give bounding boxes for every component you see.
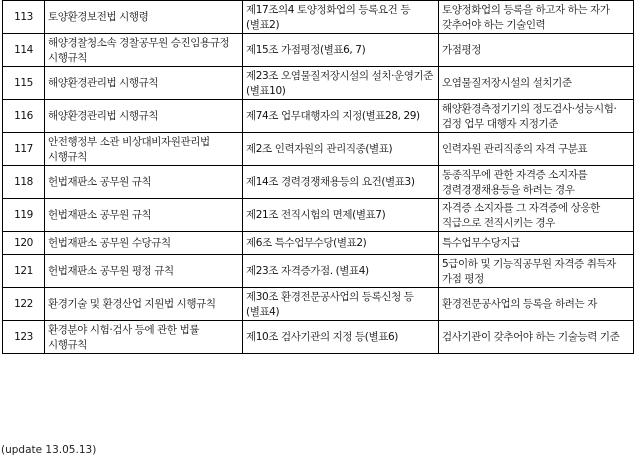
update-note: (update 13.05.13) (1, 444, 97, 456)
law-name: 환경분야 시험·검사 등에 관한 법률 시행규칙 (45, 321, 243, 354)
row-number: 118 (3, 166, 45, 199)
article-ref: 제74조 업무대행자의 지정(별표28, 29) (243, 100, 439, 133)
article-ref: 제23조 자격증가점. (별표4) (243, 255, 439, 288)
article-ref: 제21조 전직시험의 면제(별표7) (243, 199, 439, 232)
law-name: 안전행정부 소관 비상대비자원관리법 시행규칙 (45, 133, 243, 166)
law-name: 해양경찰청소속 경찰공무원 승진임용규정 시행규칙 (45, 34, 243, 67)
content-desc: 오염물질저장시설의 설치기준 (439, 67, 634, 100)
table-row (3, 321, 634, 354)
row-number: 116 (3, 100, 45, 133)
table-row (3, 255, 634, 288)
content-desc: 인력자원 관리직종의 자격 구분표 (439, 133, 634, 166)
content-desc: 5급이하 및 기능직공무원 자격증 취득자 가점 평정 (439, 255, 634, 288)
article-ref: 제10조 검사기관의 지정 등(별표6) (243, 321, 439, 354)
row-number: 123 (3, 321, 45, 354)
article-ref: 제15조 가점평정(별표6, 7) (243, 34, 439, 67)
table-row (3, 288, 634, 321)
content-desc: 특수업무수당지급 (439, 232, 634, 255)
row-number: 121 (3, 255, 45, 288)
content-desc: 가점평정 (439, 34, 634, 67)
content-desc: 해양환경측정기기의 정도검사·성능시험·검정 업무 대행자 지정기준 (439, 100, 634, 133)
law-table (2, 0, 634, 354)
article-ref: 제23조 오염물질저장시설의 설치·운영기준(별표10) (243, 67, 439, 100)
article-ref: 제14조 경력경쟁채용등의 요건(별표3) (243, 166, 439, 199)
content-desc: 자격증 소지자를 그 자격증에 상응한 직급으로 전직시키는 경우 (439, 199, 634, 232)
law-name: 해양환경관리법 시행규칙 (45, 100, 243, 133)
content-desc: 토양정화업의 등록을 하고자 하는 자가 갖추어야 하는 기술인력 (439, 1, 634, 34)
content-desc: 환경전문공사업의 등록을 하려는 자 (439, 288, 634, 321)
law-name: 헌법재판소 공무원 규칙 (45, 166, 243, 199)
article-ref: 제17조의4 토양정화업의 등록요건 등(별표2) (243, 1, 439, 34)
law-name: 해양환경관리법 시행규칙 (45, 67, 243, 100)
table-row (3, 232, 634, 255)
table-row (3, 1, 634, 34)
row-number: 113 (3, 1, 45, 34)
row-number: 120 (3, 232, 45, 255)
article-ref: 제30조 환경전문공사업의 등록신청 등(별표4) (243, 288, 439, 321)
row-number: 117 (3, 133, 45, 166)
row-number: 119 (3, 199, 45, 232)
law-name: 헌법재판소 공무원 규칙 (45, 199, 243, 232)
article-ref: 제2조 인력자원의 관리직종(별표) (243, 133, 439, 166)
article-ref: 제6조 특수업무수당(별표2) (243, 232, 439, 255)
law-name: 토양환경보전법 시행령 (45, 1, 243, 34)
row-number: 122 (3, 288, 45, 321)
table-row (3, 199, 634, 232)
row-number: 114 (3, 34, 45, 67)
table-row (3, 166, 634, 199)
content-desc: 동종직무에 관한 자격증 소지자를 경력경쟁채용등을 하려는 경우 (439, 166, 634, 199)
table-row (3, 133, 634, 166)
table-row (3, 67, 634, 100)
law-name: 환경기술 및 환경산업 지원법 시행규칙 (45, 288, 243, 321)
table-row (3, 34, 634, 67)
row-number: 115 (3, 67, 45, 100)
table-row (3, 100, 634, 133)
content-desc: 검사기관이 갖추어야 하는 기술능력 기준 (439, 321, 634, 354)
law-name: 헌법재판소 공무원 평정 규칙 (45, 255, 243, 288)
law-name: 헌법재판소 공무원 수당규칙 (45, 232, 243, 255)
